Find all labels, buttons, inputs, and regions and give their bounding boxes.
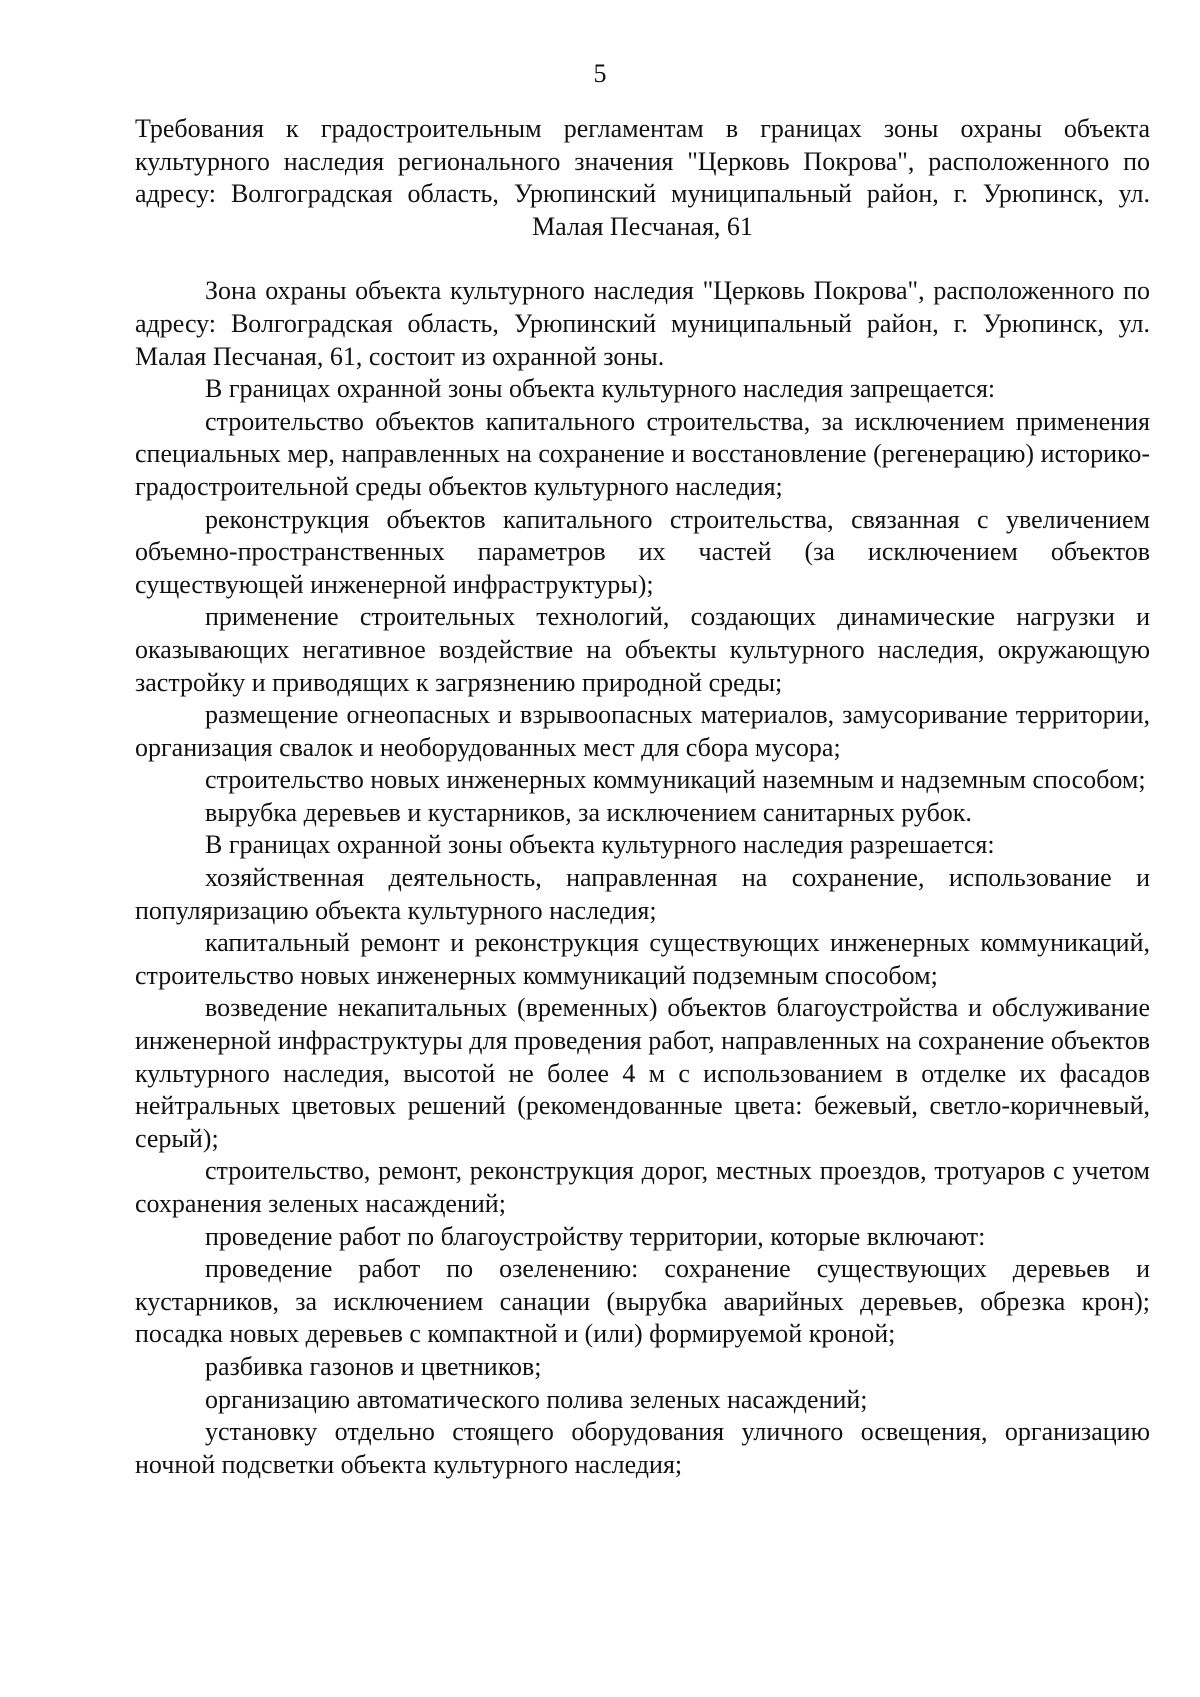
list-item-permitted: организацию автоматического полива зеленых насаждений; [205,1384,868,1414]
list-item-permitted: строительство, ремонт, реконструкция дорог, местных проездов, тротуаров с учетом сохранения зеленых насаждений; [135,1156,1150,1218]
list-item-prohibited: применение строительных технологий, создающих динамические нагрузки и оказывающих негативное воздействие на объекты культурного наследия, окружающую застройку и приводящих к загрязнению природной среды; [135,602,1150,697]
list-item-prohibited: реконструкция объектов капитального строительства, связанная с увеличением объемно-пространственных параметров их частей (за исключением объектов существующей инженерной инфраструктуры); [135,504,1150,599]
list-item-prohibited: строительство новых инженерных коммуникаций наземным и надземным способом; [205,765,1146,795]
list-item-permitted: хозяйственная деятельность, направленная на сохранение, использование и популяризацию объекта культурного наследия; [135,863,1150,925]
list-item-permitted: капитальный ремонт и реконструкция существующих инженерных коммуникаций, строительство новых инженерных коммуникаций подземным способом; [135,928,1150,990]
list-item-permitted: разбивка газонов и цветников; [205,1351,542,1381]
page-number: 5 [593,59,607,88]
document-body [135,113,1150,1481]
paragraph-permitted-heading: В границах охранной зоны объекта культурного наследия разрешается: [205,830,995,860]
list-item-permitted: проведение работ по благоустройству территории, которые включают: [205,1221,986,1251]
document-title: Требования к градостроительным регламентам в границах зоны охраны объекта культурного наследия регионального значения "Церковь Покрова", расположенного по адресу: Волгоградская область, Урюпинский муниципальный район, г. Урюпинск, ул. Малая Песчаная, 61 [135,114,1150,241]
paragraph-zone-composition: Зона охраны объекта культурного наследия "Церковь Покрова", расположенного по адресу: Волгоградская область, Урюпинский муниципальный район, г. Урюпинск, ул. Малая Песчаная, 61, состоит из охранной зоны. [135,276,1150,371]
paragraph-prohibited-heading: В границах охранной зоны объекта культурного наследия запрещается: [205,374,996,404]
list-item-permitted: возведение некапитальных (временных) объектов благоустройства и обслуживание инженерной инфраструктуры для проведения работ, направленных на сохранение объектов культурного наследия, высотой не более 4 м с использованием в отделке их фасадов нейтральных цветовых решений (рекомендованные цвета: бежевый, светло-коричневый, серый); [135,993,1150,1153]
list-item-prohibited: строительство объектов капитального строительства, за исключением применения специальных мер, направленных на сохранение и восстановление (регенерацию) историко-градостроительной среды объектов культурного наследия; [135,406,1150,501]
list-item-permitted: проведение работ по озеленению: сохранение существующих деревьев и кустарников, за исключением санации (вырубка аварийных деревьев, обрезка крон); посадка новых деревьев с компактной и (или) формируемой кроной; [135,1254,1150,1349]
list-item-prohibited: вырубка деревьев и кустарников, за исключением санитарных рубок. [205,797,972,827]
list-item-permitted: установку отдельно стоящего оборудования уличного освещения, организацию ночной подсветки объекта культурного наследия; [135,1417,1150,1479]
list-item-prohibited: размещение огнеопасных и взрывоопасных материалов, замусоривание территории, организация свалок и необорудованных мест для сбора мусора; [135,700,1150,762]
